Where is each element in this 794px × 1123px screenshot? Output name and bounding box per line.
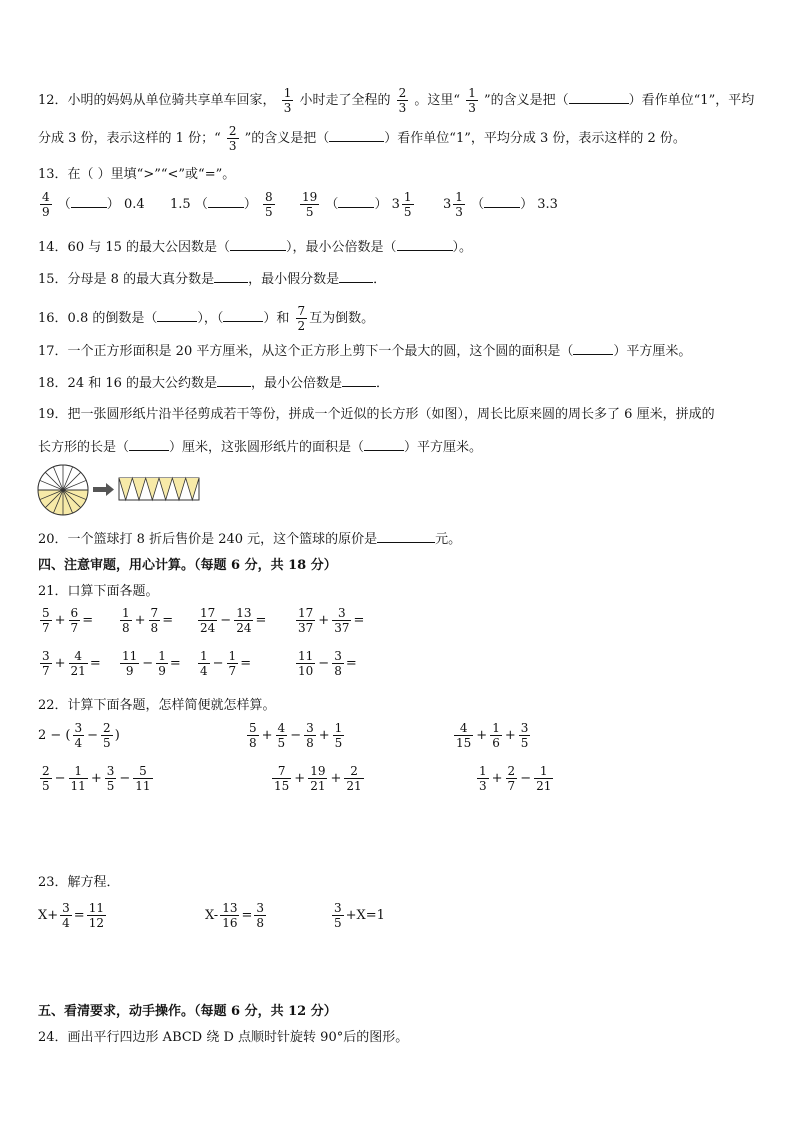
- calc-expression: $\frac{4}{15}$ + $\frac{1}{6}$ + $\frac{3}{5}$: [456, 721, 529, 750]
- question-15: 15．分母是 8 的最大真分数是 ，最小假分数是 ．: [38, 272, 387, 287]
- question-13: 13．在（ ）里填“>”“<”或“=”。: [38, 167, 236, 182]
- fraction: $\frac{3}{5}$: [520, 721, 529, 750]
- answer-blank[interactable]: [223, 321, 263, 322]
- fraction: $\frac{2}{7}$: [507, 764, 516, 793]
- equation-2: X- $\frac{13}{16}$ = $\frac{3}{8}$: [205, 901, 265, 930]
- fraction: $\frac{4}{5}$: [277, 721, 286, 750]
- fraction: $\frac{2}{21}$: [346, 764, 362, 793]
- equation-1: X+ $\frac{3}{4}$ = $\frac{11}{12}$: [38, 901, 104, 930]
- equation-3: $\frac{3}{5}$ +X=1: [334, 901, 385, 930]
- fraction: $\frac{2}{5}$: [42, 764, 50, 793]
- section-5-heading: 五、看清要求，动手操作。（每题 6 分，共 12 分）: [38, 1004, 337, 1019]
- question-18: 18．24 和 16 的最大公约数是 ，最小公倍数是 ．: [38, 376, 390, 391]
- fraction: $\frac{3}{8}$: [306, 721, 314, 750]
- answer-blank[interactable]: [329, 141, 384, 142]
- fraction: $\frac{3}{8}$: [334, 649, 342, 678]
- arrow-icon: [93, 483, 114, 496]
- fraction: $\frac{2}{3}$: [228, 124, 237, 153]
- q13-item-c: $\frac{19}{5}$ （ ） 3 $\frac{1}{5}$: [302, 190, 412, 219]
- fraction: $\frac{3}{7}$: [42, 649, 50, 678]
- answer-blank[interactable]: [364, 450, 404, 451]
- mental-calc-item: $\frac{1}{8}$ + $\frac{7}{8}$ =: [122, 606, 174, 635]
- mental-calc-item: $\frac{5}{7}$ + $\frac{6}{7}$ =: [42, 606, 94, 635]
- mental-calc-item: $\frac{17}{24}$ − $\frac{13}{24}$ =: [200, 606, 267, 635]
- fraction: $\frac{3}{5}$: [106, 764, 115, 793]
- fraction: $\frac{1}{3}$: [479, 764, 487, 793]
- question-12-line1: 12．小明的妈妈从单位骑共享单车回家， $\frac{1}{3}$ 小时走了全程的 $\frac{2}{3}$ 。这里“ $\frac{1}{3}$ ”的含义是把（ ）看作单位“1”，平均: [38, 86, 755, 115]
- q13-item-a: $\frac{4}{9}$ （ ） 0.4: [42, 190, 145, 219]
- answer-blank[interactable]: [573, 354, 613, 355]
- answer-blank[interactable]: [157, 321, 197, 322]
- approx-rectangle: [119, 478, 199, 500]
- fraction: $\frac{11}{9}$: [122, 649, 138, 678]
- fraction: $\frac{19}{21}$: [310, 764, 326, 793]
- question-20: 20．一个篮球打 8 折后售价是 240 元，这个篮球的原价是 元。: [38, 532, 462, 547]
- question-17: 17．一个正方形面积是 20 平方厘米，从这个正方形上剪下一个最大的圆，这个圆的面积是（ ）平方厘米。: [38, 344, 692, 359]
- question-14: 14．60 与 15 的最大公因数是（ ），最小公倍数是（ ）。: [38, 240, 473, 255]
- answer-blank[interactable]: [129, 450, 169, 451]
- mental-calc-item: $\frac{3}{7}$ + $\frac{4}{21}$ =: [42, 649, 101, 678]
- question-19-line2: 长方形的长是（ ）厘米，这张圆形纸片的面积是（ ）平方厘米。: [38, 440, 483, 455]
- mental-calc-item: $\frac{11}{9}$ − $\frac{1}{9}$ =: [122, 649, 181, 678]
- question-16: 16．0.8 的倒数是（ ），（ ）和 $\frac{7}{2}$ 互为倒数。: [38, 304, 375, 333]
- fraction: $\frac{5}{7}$: [42, 606, 50, 635]
- fraction: $\frac{11}{10}$: [298, 649, 314, 678]
- fraction: $\frac{3}{4}$: [74, 721, 83, 750]
- fraction: $\frac{1}{4}$: [200, 649, 208, 678]
- fraction: $\frac{17}{37}$: [298, 606, 314, 635]
- fraction: $\frac{4}{15}$: [456, 721, 472, 750]
- answer-blank[interactable]: [397, 250, 453, 251]
- fraction: $\frac{1}{7}$: [228, 649, 237, 678]
- sliced-circle: [38, 465, 88, 515]
- question-23-title: 23．解方程．: [38, 875, 120, 890]
- question-21-title: 21．口算下面各题。: [38, 584, 159, 599]
- question-19-line1: 19．把一张圆形纸片沿半径剪成若干等份，拼成一个近似的长方形（如图），周长比原来圆的周长多了 6 厘米，拼成的: [38, 407, 715, 422]
- answer-blank[interactable]: [217, 386, 251, 387]
- fraction: $\frac{4}{21}$: [70, 649, 86, 678]
- answer-blank[interactable]: [71, 207, 107, 208]
- fraction: $\frac{1}{3}$: [468, 86, 476, 115]
- fraction: $\frac{1}{21}$: [536, 764, 552, 793]
- q13-item-d: 3 $\frac{1}{3}$ （ ） 3.3: [443, 190, 558, 219]
- fraction: $\frac{13}{24}$: [236, 606, 252, 635]
- question-24: 24．画出平行四边形 ABCD 绕 D 点顺时针旋转 90°后的图形。: [38, 1030, 409, 1045]
- fraction: $\frac{1}{11}$: [70, 764, 86, 793]
- calc-expression: $\frac{2}{5}$ − $\frac{1}{11}$ + $\frac{3}{5}$ − $\frac{5}{11}$: [42, 764, 151, 793]
- calc-expression: $\frac{7}{15}$ + $\frac{19}{21}$ + $\frac{2}{21}$: [274, 764, 362, 793]
- answer-blank[interactable]: [339, 282, 373, 283]
- fraction: $\frac{7}{15}$: [274, 764, 290, 793]
- mental-calc-item: $\frac{17}{37}$ + $\frac{3}{37}$ =: [298, 606, 365, 635]
- section-4-heading: 四、注意审题，用心计算。（每题 6 分，共 18 分）: [38, 558, 337, 573]
- answer-blank[interactable]: [569, 103, 629, 104]
- fraction: $\frac{2}{3}$: [398, 86, 407, 115]
- circle-to-rectangle-figure: [36, 462, 206, 518]
- fraction: $\frac{3}{37}$: [334, 606, 350, 635]
- q13-item-b: 1.5 （ ） $\frac{8}{5}$: [170, 190, 273, 219]
- fraction: $\frac{1}{3}$: [283, 86, 292, 115]
- mental-calc-item: $\frac{11}{10}$ − $\frac{3}{8}$ =: [298, 649, 357, 678]
- question-22-title: 22．计算下面各题，怎样简便就怎样算。: [38, 698, 276, 713]
- answer-blank[interactable]: [484, 207, 520, 208]
- calc-expression: $\frac{5}{8}$ + $\frac{4}{5}$ − $\frac{3}{8}$ + $\frac{1}{5}$: [249, 721, 343, 750]
- answer-blank[interactable]: [338, 207, 374, 208]
- answer-blank[interactable]: [377, 542, 435, 543]
- calc-expression: 2 − ( $\frac{3}{4}$ − $\frac{2}{5}$ ): [38, 721, 120, 750]
- fraction: $\frac{2}{5}$: [103, 721, 111, 750]
- fraction: $\frac{1}{9}$: [158, 649, 166, 678]
- mental-calc-item: $\frac{1}{4}$ − $\frac{1}{7}$ =: [200, 649, 252, 678]
- fraction: $\frac{1}{6}$: [492, 721, 500, 750]
- calc-expression: $\frac{1}{3}$ + $\frac{2}{7}$ − $\frac{1}{21}$: [479, 764, 552, 793]
- answer-blank[interactable]: [342, 386, 376, 387]
- question-12-line2: 分成 3 份，表示这样的 1 份；“ $\frac{2}{3}$ ”的含义是把（ ）看作单位“1”，平均分成 3 份，表示这样的 2 份。: [38, 124, 686, 153]
- fraction: $\frac{17}{24}$: [200, 606, 216, 635]
- fraction: $\frac{1}{5}$: [334, 721, 343, 750]
- fraction: $\frac{5}{11}$: [135, 764, 151, 793]
- answer-blank[interactable]: [214, 282, 248, 283]
- fraction: $\frac{5}{8}$: [249, 721, 257, 750]
- answer-blank[interactable]: [230, 250, 286, 251]
- fraction: $\frac{7}{8}$: [150, 606, 159, 635]
- fraction: $\frac{1}{8}$: [122, 606, 130, 635]
- fraction: $\frac{6}{7}$: [70, 606, 79, 635]
- answer-blank[interactable]: [208, 207, 244, 208]
